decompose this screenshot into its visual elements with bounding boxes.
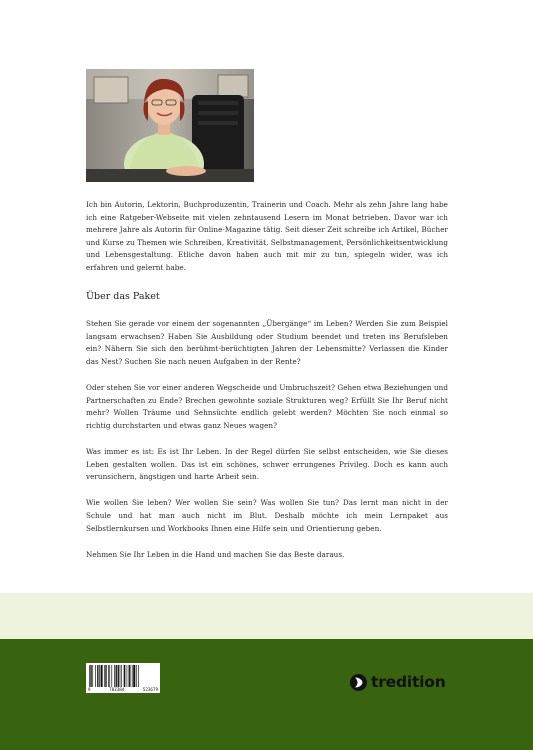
package-description bbox=[86, 318, 448, 575]
barcode-bar bbox=[114, 665, 115, 687]
barcode-bar bbox=[90, 665, 91, 687]
isbn-barcode bbox=[86, 663, 160, 693]
author-photo bbox=[86, 69, 254, 182]
barcode-bar bbox=[120, 665, 121, 687]
barcode-digit-group: 523679 bbox=[142, 687, 158, 692]
description-paragraph: Was immer es ist: Es ist Ihr Leben. In der Regel dürfen Sie selbst entscheiden, wie Sie dieses Leben gestalten wollen. Das ist ein schönes, schwer errungenes Privileg. Doch es kann auch verunsichern, ängstigen und harte Arbeit sein. bbox=[86, 446, 448, 482]
author-bio bbox=[86, 199, 448, 275]
barcode-bar bbox=[133, 665, 135, 687]
barcode-bar bbox=[136, 665, 137, 687]
barcode-bar bbox=[89, 665, 90, 687]
description-paragraph: Wie wollen Sie leben? Wer wollen Sie sein? Was wollen Sie tun? Das lernt man nicht in der Schule und hat man auch nicht im Blut. Deshalb möchte ich mein Lernpaket aus Selbstlernkursen und Workbooks Ihnen eine Hilfe sein und Orientierung geben. bbox=[86, 498, 448, 533]
barcode-digit-group: 783384 bbox=[109, 687, 125, 692]
dark-green-band bbox=[0, 639, 533, 750]
barcode-bar bbox=[124, 665, 125, 687]
barcode-bar bbox=[92, 665, 93, 687]
barcode-bar bbox=[99, 665, 100, 687]
description-paragraph: Nehmen Sie Ihr Leben in die Hand und machen Sie das Beste daraus. bbox=[86, 549, 345, 559]
barcode-bar bbox=[118, 665, 119, 687]
barcode-bar bbox=[121, 665, 122, 687]
barcode-bar bbox=[116, 665, 117, 687]
barcode-bar bbox=[97, 665, 98, 687]
barcode-bar bbox=[101, 665, 103, 687]
barcode-bar bbox=[126, 665, 127, 687]
barcode-digit-group: 9 bbox=[88, 687, 91, 692]
tredition-logo-icon bbox=[350, 674, 367, 691]
barcode-bar bbox=[138, 665, 139, 687]
barcode-bar bbox=[95, 665, 96, 687]
barcode-bar bbox=[109, 665, 110, 687]
publisher-name: tredition bbox=[371, 673, 446, 691]
barcode-bar bbox=[105, 665, 106, 687]
publisher-logo bbox=[350, 673, 446, 691]
barcode-bar bbox=[108, 665, 109, 687]
barcode-bar bbox=[104, 665, 105, 687]
barcode-bar bbox=[111, 665, 112, 687]
section-heading: Über das Paket bbox=[86, 291, 160, 302]
barcode-digits bbox=[86, 687, 160, 692]
description-paragraph: Oder stehen Sie vor einer anderen Wegscheide und Umbruchszeit? Gehen etwa Beziehungen und Partnerschaften zu Ende? Brechen gewohnte soziale Strukturen weg? Erfüllt Sie Ihr Beruf nicht mehr? Wollen Träume und Sehnsüchte endlich gelebt werden? Möchten Sie noch einmal so richtig durchstarten und etwas ganz Neues wagen? bbox=[86, 382, 448, 430]
barcode-bar bbox=[128, 665, 129, 687]
barcode-bar bbox=[129, 665, 130, 687]
barcode-bars bbox=[86, 663, 160, 687]
description-paragraph: Stehen Sie gerade vor einem der sogenannten „Übergänge“ im Leben? Werden Sie zum Beispiel langsam erwachsen? Haben Sie Ausbildung oder Studium beendet und treten ins Berufsleben ein? Nähern Sie sich den berühmt-berüchtigten Jahren der Lebensmitte? Verlassen die Kinder das Nest? Suchen Sie nach neuen Aufgaben in der Rente? bbox=[86, 319, 448, 366]
author-bio-text: Ich bin Autorin, Lektorin, Buchproduzentin, Trainerin und Coach. Mehr als zehn Jahre lang habe ich eine Ratgeber-Webseite mit vielen zehntausend Lesern im Monat betrieben. Davor war ich mehrere Jahre als Autorin für Online-Magazine tätig. Seit dieser Zeit schreibe ich Artikel, Bücher und Kurse zu Themen wie Schreiben, Kreativität, Selbstmanagement, Persönlichkeitsentwicklung und Lebensgestaltung. Etliche davon haben auch mit mir zu tun, spiegeln wider, was ich erfahren und gelernt habe. bbox=[86, 200, 448, 272]
barcode-bar bbox=[132, 665, 133, 687]
light-green-band bbox=[0, 593, 533, 639]
